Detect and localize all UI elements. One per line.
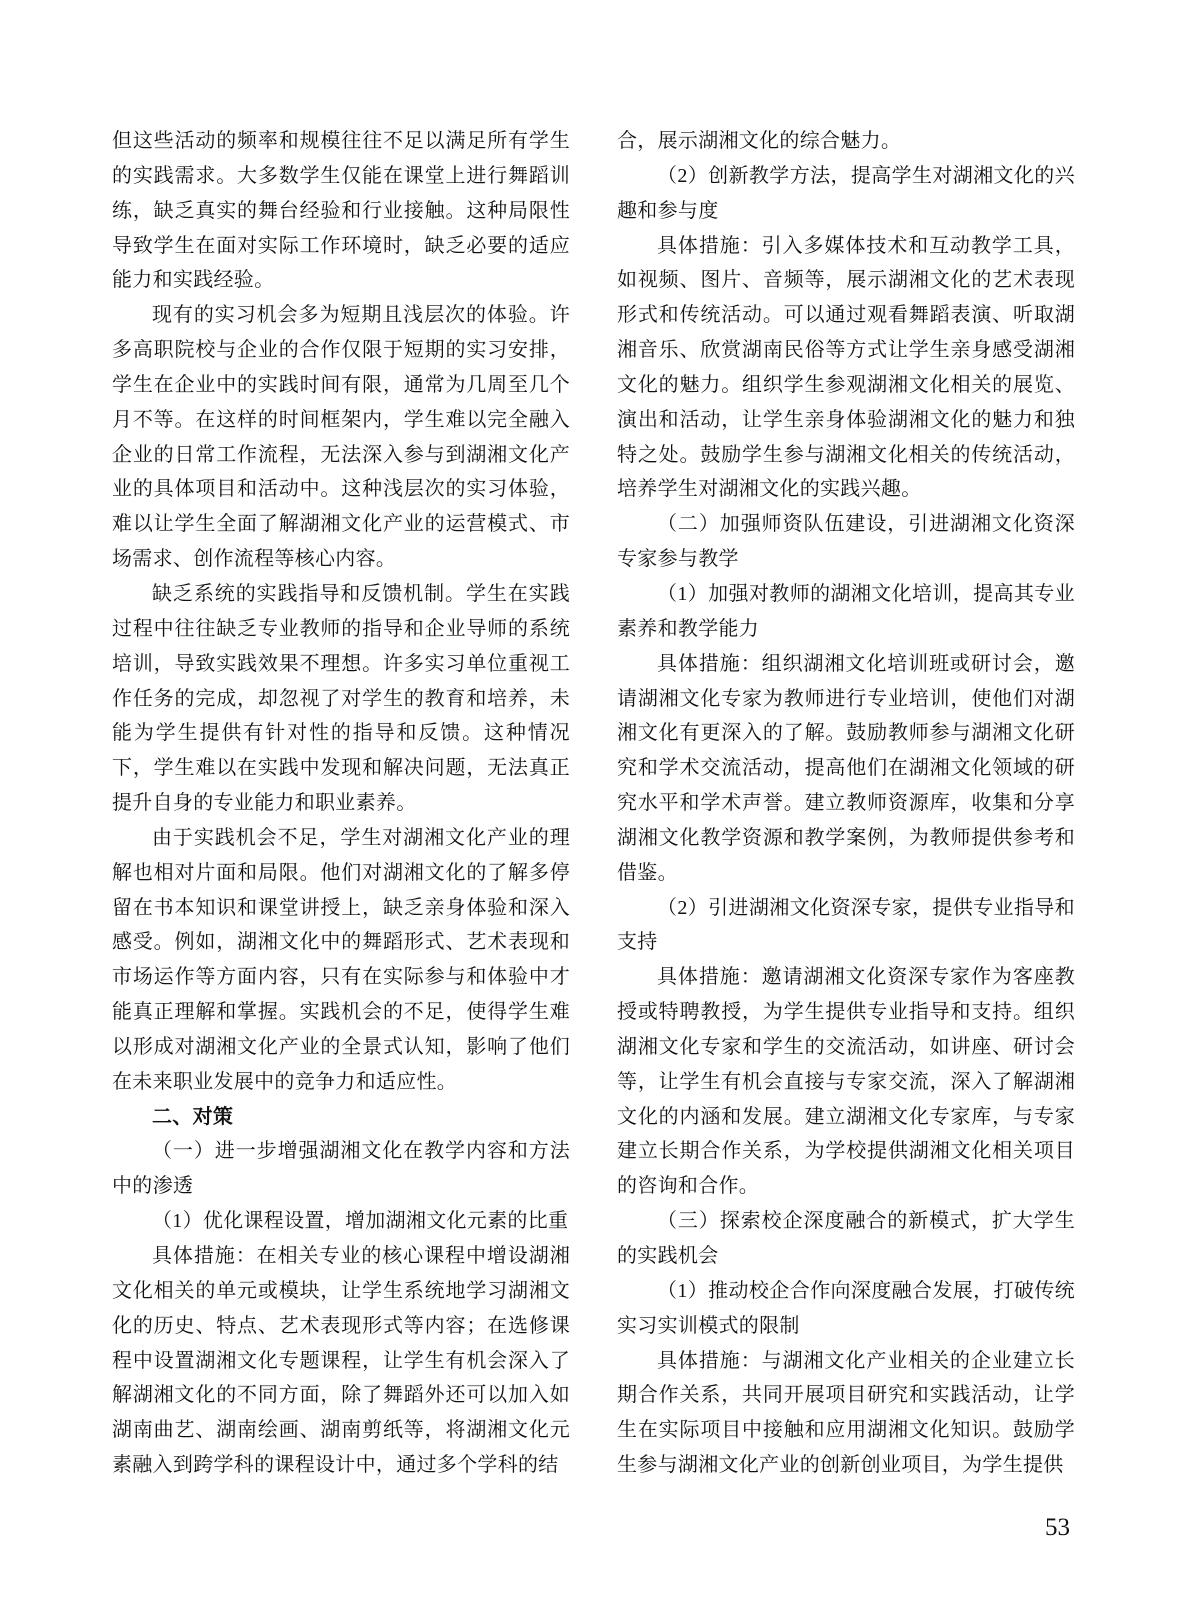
paragraph: 缺乏系统的实践指导和反馈机制。学生在实践过程中往往缺乏专业教师的指导和企业导师的系统培训，导致实践效果不理想。许多实习单位重视工作任务的完成，却忽视了对学生的教育和培养，未能为学生提供有针对性的指导和反馈。这种情况下，学生难以在实践中发现和解决问题，无法真正提升自身的专业能力和职业素养。 bbox=[112, 582, 570, 815]
paragraph: 现有的实习机会多为短期且浅层次的体验。许多高职院校与企业的合作仅限于短期的实习安排，学生在企业中的实践时间有限，通常为几周至几个月不等。在这样的时间框架内，学生难以完全融入企业的日常工作流程，无法深入参与到湖湘文化产业的具体项目和活动中。这种浅层次的实习体验，难以让学生全面了解湖湘文化产业的运营模式、市场需求、创作流程等核心内容。 bbox=[112, 304, 570, 571]
paragraph: 但这些活动的频率和规模往往不足以满足所有学生的实践需求。大多数学生仅能在课堂上进行舞蹈训练，缺乏真实的舞台经验和行业接触。这种局限性导致学生在面对实际工作环境时，缺乏必要的适应能力和实践经验。 bbox=[112, 130, 570, 292]
paragraph: 由于实践机会不足，学生对湖湘文化产业的理解也相对片面和局限。他们对湖湘文化的了解多停留在书本知识和课堂讲授上，缺乏亲身体验和深入感受。例如，湖湘文化中的舞蹈形式、艺术表现和市场运作等方面内容，只有在实际参与和体验中才能真正理解和掌握。实践机会的不足，使得学生难以形成对湖湘文化产业的全景式认知，影响了他们在未来职业发展中的竞争力和适应性。 bbox=[112, 826, 570, 1093]
paragraph: 合，展示湖湘文化的综合魅力。 bbox=[617, 130, 902, 152]
text-column-right bbox=[617, 124, 1075, 1483]
paragraph: 具体措施：组织湖湘文化培训班或研讨会，邀请湖湘文化专家为教师进行专业培训，使他们对湖湘文化有更深入的了解。鼓励教师参与湖湘文化研究和学术交流活动，提高他们在湖湘文化领域的研究水平和学术声誉。建立教师资源库，收集和分享湖湘文化教学资源和教学案例，为教师提供参考和借鉴。 bbox=[617, 652, 1075, 884]
page-number: 53 bbox=[1045, 1514, 1070, 1541]
section-heading: 二、对策 bbox=[152, 1105, 234, 1128]
paragraph: 具体措施：在相关专业的核心课程中增设湖湘文化相关的单元或模块，让学生系统地学习湖湘文化的历史、特点、艺术表现形式等内容；在选修课程中设置湖湘文化专题课程，让学生有机会深入了解湖湘文化的不同方面，除了舞蹈外还可以加入如湖南曲艺、湖南绘画、湖南剪纸等，将湖湘文化元素融入到跨学科的课程设计中，通过多个学科的结 bbox=[112, 1245, 570, 1477]
paragraph: 具体措施：与湖湘文化产业相关的企业建立长期合作关系，共同开展项目研究和实践活动，让学生在实际项目中接触和应用湖湘文化知识。鼓励学生参与湖湘文化产业的创新创业项目，为学生提供 bbox=[617, 1349, 1075, 1477]
list-item-heading: （1）优化课程设置，增加湖湘文化元素的比重 bbox=[152, 1210, 569, 1233]
subsection-heading: （二）加强师资队伍建设，引进湖湘文化资深专家参与教学 bbox=[617, 513, 1075, 571]
list-item-heading: （1）加强对教师的湖湘文化培训，提高其专业素养和教学能力 bbox=[617, 582, 1075, 640]
list-item-heading: （2）创新教学方法，提高学生对湖湘文化的兴趣和参与度 bbox=[617, 164, 1075, 222]
subsection-heading: （三）探索校企深度融合的新模式，扩大学生的实践机会 bbox=[617, 1210, 1075, 1267]
list-item-heading: （1）推动校企合作向深度融合发展，打破传统实习实训模式的限制 bbox=[617, 1279, 1075, 1337]
list-item-heading: （2）引进湖湘文化资深专家，提供专业指导和支持 bbox=[617, 896, 1075, 954]
paragraph: 具体措施：引入多媒体技术和互动教学工具，如视频、图片、音频等，展示湖湘文化的艺术表现形式和传统活动。可以通过观看舞蹈表演、听取湖湘音乐、欣赏湖南民俗等方式让学生亲身感受湖湘文化的魅力。组织学生参观湖湘文化相关的展览、演出和活动，让学生亲身体验湖湘文化的魅力和独特之处。鼓励学生参与湖湘文化相关的传统活动，培养学生对湖湘文化的实践兴趣。 bbox=[617, 234, 1075, 501]
subsection-heading: （一）进一步增强湖湘文化在教学内容和方法中的渗透 bbox=[112, 1140, 570, 1198]
text-column-left bbox=[112, 124, 570, 1483]
paragraph: 具体措施：邀请湖湘文化资深专家作为客座教授或特聘教授，为学生提供专业指导和支持。组织湖湘文化专家和学生的交流活动，如讲座、研讨会等，让学生有机会直接与专家交流，深入了解湖湘文化的内涵和发展。建立湖湘文化专家库，与专家建立长期合作关系，为学校提供湖湘文化相关项目的咨询和合作。 bbox=[617, 966, 1075, 1198]
